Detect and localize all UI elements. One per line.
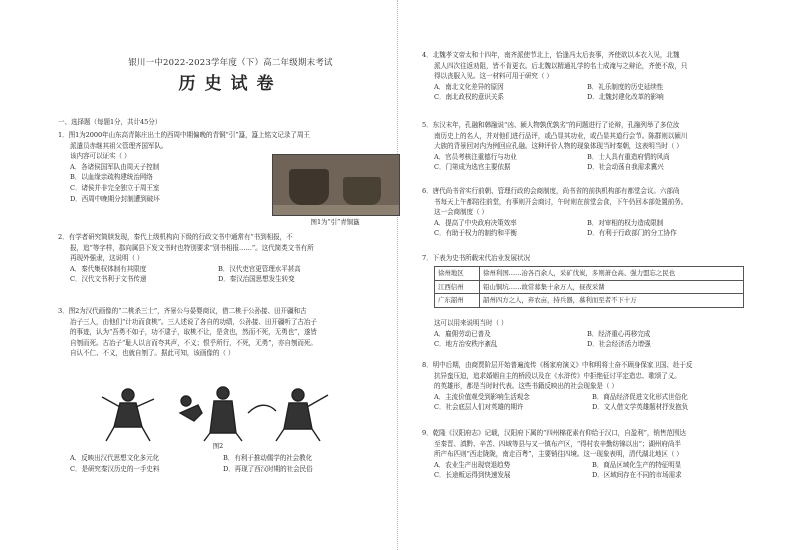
exam-title: 银川一中2022-2023学年度（下）高二年级期末考试: [128, 58, 333, 68]
question-6: 6．唐代尚书省实行前朝、管理行政的会商制度，尚书省的前执机构部有都堂会议。六部尚 书每天上午都陪往前堂，有事则开会商讨，午时则在前堂会食，下午仍回本部处置前务。 这一会商制度（ ） A．提高了中央政府决策效率 B．对审相的权力造成限制 C．有助于权力的制约和平衡 D．有利于行政部门的分工协作: [422, 186, 767, 239]
q3-option-c[interactable]: C．是研究秦汉历史的一手史料: [70, 464, 160, 473]
question-5: 5．东汉末年，孔融和韩融说“凶、颍人物孰优孰劣”的问题进行了论辩，孔融列举了多位汝 南历史上的名人，并对他们进行品评，或凸显其功业，或凸显其道行会节。陈群则以颍川 大族的背景回对内为例回应孔融。这种评价人物的现象体现当时秦朝，这表明当时（ ） A．官员考核注重德行与功业 B．士人具有重造府情的风尚 C．门第成为选官主要依据 D．社会动荡自我需求冀兴: [422, 120, 767, 173]
question-2: 2．有学者研究简牍发现，秦代上级机构向下级的行政文书中通常有“书到相报，不 报，追”等字样，郡向属县下发文书时也特别要求“别书相报……”。这代简类文书有所 再现外强隶，这说明（ ） A．秦代集权体制有其限度 B．汉代吏官更管理水平甚高 C．汉代文书利于文书传递 D．秦汉治国思想发生转变: [58, 232, 403, 285]
q8-option-a[interactable]: A．主流价值观受到影响生活观念: [434, 392, 530, 401]
q8-options: [422, 392, 744, 413]
q3-options: [58, 453, 370, 474]
q9-option-b[interactable]: B．商品区域化生产的特征明显: [592, 460, 682, 469]
question-7-intro: 7．下表为史书所载宋代冶业发展状况: [422, 254, 530, 262]
table-row: [435, 267, 744, 281]
table-cell-text: 徐州利国……冶各百余人，采矿伐炭，多则萧仓高、强力盟忘之民也: [480, 267, 744, 281]
q2-options: [58, 264, 360, 285]
q6-option-a[interactable]: A．提高了中央政府决策效率: [434, 218, 517, 227]
table-cell-region: 徐州地区: [435, 267, 480, 281]
q6-option-b[interactable]: B．对审相的权力造成限制: [587, 218, 664, 227]
bronze-lid-icon: [343, 177, 381, 205]
question-1: 1．图1为2000年山东高青陈庄出土的西周中期偏晚的青铜“引”簋，簋上铭文记录了周王 派遣员赤继其祖父管理齐国军队。 该内容可以证实（ ） A．各诸侯国军队由周天子控制 B．以血缘亲疏构建统治网络 C．诸侯并非完全独立于周王室 D．西周中晚期分封制遭到破坏: [58, 131, 310, 203]
q4-options: [422, 82, 734, 103]
question-8: 8．明中后期，由商贾阶层开始普遍流传《杨家府演义》中和明将士奋不顾身保家卫国、赴于反 抗异蛮压迫，追求婚姻自主的桥段以及在《水浒传》中拒绝征讨平定造忠、歌颂了义。 的英雄形，都是当时时代表。这些书籍反映出的社会现象是（ ） A．主流价值观受到影响生活观念 B．商品经济促进文化形式世俗化 C．社会底层人们对英雄的期许 D．文人借文学英雄题材抒发抱负: [422, 360, 767, 413]
q3-option-b[interactable]: B．有利于推动儒学的社会教化: [223, 454, 313, 462]
q6-option-d[interactable]: D．有利于行政部门的分工协作: [587, 229, 677, 238]
q5-options: [422, 152, 734, 173]
table-row: [435, 280, 744, 294]
q5-option-d[interactable]: D．社会动荡自我需求冀兴: [587, 163, 664, 172]
figure-han-relief: [98, 383, 336, 443]
q7-option-b[interactable]: B．经济重心再移完成: [587, 329, 651, 338]
table-cell-text: 韶州四方之人，弃农亩，持兵器，慕利而至者不下十万: [480, 294, 744, 308]
q5-option-b[interactable]: B．士人具有重造府情的风尚: [587, 152, 670, 161]
q9-option-a[interactable]: A．农业生产出现衰退趋势: [434, 460, 511, 469]
q9-options: [422, 460, 744, 481]
q3-option-d[interactable]: D．再现了西汉时期的社会民俗: [223, 464, 313, 473]
q1-option-b[interactable]: B．以血缘亲疏构建统治网络: [70, 173, 153, 182]
q7-options: [422, 329, 734, 350]
question-9: 9．乾隆《汉阳府志》记载，汉阳府下属的“四州棉花素有仰给于汉口，自盈利”，销售范围达 至秦晋、滇黔、辛苦、四域等县与又一镇布产区，“得村农辛勤纺锦以出”；湖州府尚半 所产布匹则“西走陇陇，南走百粤”，主要销往四境。这一现象表明，清代湖北地区（ ） A．农业生产出现衰退趋势 B．商品区域化生产的特征明显 C．长途贩运得到快速发展 D．区域间存在不同的市场需求: [422, 428, 767, 481]
figure-2-caption: 图2: [212, 442, 224, 450]
question-7: 这可以用来说明当时（ ） A．雇佣劳动已普及 B．经济重心再移完成 C．地方治安秩序紊乱 D．社会经济活力增强: [422, 318, 767, 350]
table-row: [435, 294, 744, 308]
table-cell-region: 江西信州: [435, 280, 480, 294]
q1-option-d[interactable]: D．西周中晚期分封制遭到破坏: [70, 194, 160, 203]
q8-option-d[interactable]: D．文人借文学英雄题材抒发抱负: [592, 403, 689, 412]
q6-option-c[interactable]: C．有助于权力的制约和平衡: [434, 229, 517, 238]
q5-option-a[interactable]: A．官员考核注重德行与功业: [434, 152, 517, 161]
bronze-vessel-icon: [289, 169, 329, 205]
q9-option-c[interactable]: C．长途贩运得到快速发展: [434, 471, 511, 480]
figure-bronze-gui: [272, 154, 400, 216]
question-3: 3．图2为汉代画像的“二桃杀三士”，齐景公与晏婴商议，借二桃于公孙接、田开疆和古 冶子三人，由他们“计功而食桃”。三人述说了各自的功绩，公孙接、田开疆听了古冶子 的事迹，认为“吾勇不如子，功不逮子，取桃不让，是贪也，然而不死，无勇也”，遂皆 自刎而死。古冶子“耻人以言而夸其声，不义；恨乎所行，不死，无勇”，亦自刎而死。 自认不仁、不义，也就自刎了。据此可知，该画像的（ ）: [58, 307, 317, 358]
q1-options: [58, 162, 220, 204]
q4-option-a[interactable]: A．南北文化差异的原因: [434, 82, 504, 91]
q7-option-d[interactable]: D．社会经济活力增强: [587, 340, 651, 349]
section-heading: 一、选择题（每题1分，共计45分）: [58, 118, 162, 126]
q6-options: [422, 218, 734, 239]
q9-option-d[interactable]: D．区域间存在不同的市场需求: [592, 471, 682, 480]
q2-option-d[interactable]: D．秦汉治国思想发生转变: [218, 275, 295, 284]
question-4: 4．北魏孝文帝太和十四年，南齐派使节北上，恰逢冯太后丧事，齐使欲以本衣入见，北魏 派人四次往返劝阻，皆不肯更衣。后北魏以精通礼学的名士成淹与之辩论，齐使不敌，只 得以丧服入见。这一材料可用于研究（ ） A．南北文化差异的原因 B．礼乐制度的历史延续性 C．南北政权的意识关系 D．北魏封建化改革的影响: [422, 50, 767, 103]
smelting-table: [434, 266, 744, 308]
q7-option-a[interactable]: A．雇佣劳动已普及: [434, 329, 491, 338]
q4-option-b[interactable]: B．礼乐制度的历史延续性: [587, 82, 664, 91]
q8-option-b[interactable]: B．商品经济促进文化形式世俗化: [592, 392, 688, 401]
q1-option-c[interactable]: C．诸侯并非完全独立于周王室: [70, 183, 160, 192]
q2-option-b[interactable]: B．汉代吏官更管理水平甚高: [218, 264, 301, 273]
q2-option-a[interactable]: A．秦代集权体制有其限度: [70, 264, 147, 273]
q3-options-block: [58, 453, 403, 474]
q4-option-d[interactable]: D．北魏封建化改革的影响: [587, 93, 664, 102]
table-cell-region: 广东韶州: [435, 294, 480, 308]
q5-option-c[interactable]: C．门第成为选官主要依据: [434, 163, 511, 172]
q7-option-c[interactable]: C．地方治安秩序紊乱: [434, 340, 498, 349]
q1-option-a[interactable]: A．各诸侯国军队由周天子控制: [70, 162, 160, 171]
q8-option-c[interactable]: C．社会底层人们对英雄的期许: [434, 403, 524, 412]
q4-option-c[interactable]: C．南北政权的意识关系: [434, 93, 504, 102]
q2-option-c[interactable]: C．汉代文书利于文书传递: [70, 275, 147, 284]
q3-option-a[interactable]: A．反映出汉代思想文化多元化: [70, 454, 160, 462]
figure-1-caption: 图1为“引”青铜簋: [310, 218, 360, 226]
table-cell-text: 铅山铜坑……故常募集十余万人，昼夜采凿: [480, 280, 744, 294]
subject-title: 历史试卷: [178, 74, 283, 94]
